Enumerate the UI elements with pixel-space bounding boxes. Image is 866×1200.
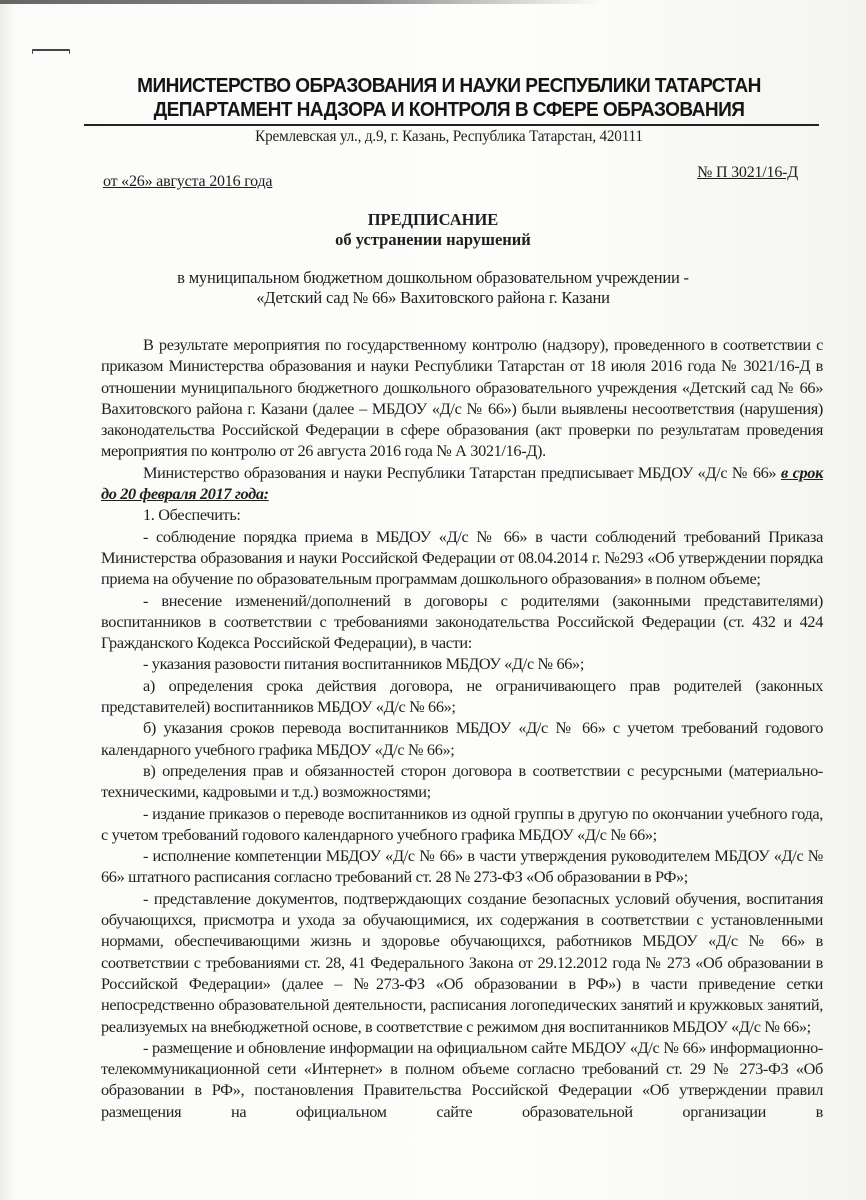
paragraph: - издание приказов о переводе воспитанников из одной группы в другую по окончании учебного года, с учетом требований годового календарного учебного графика МБДОУ «Д/с № 66»; <box>101 803 823 844</box>
letterhead <box>80 74 818 146</box>
paragraph: в) определения прав и обязанностей сторон договора в соответствии с ресурсными (материально-техническими, кадровыми и т.д.) возможностями; <box>101 760 823 802</box>
paragraph: - внесение изменений/дополнений в договоры с родителями (законными представителями) воспитанников в соответствии с требованиями законодательства Российской Федерации (ст. 432 и 424 Гражданского Кодекса Российской Федерации), в части: <box>101 590 823 653</box>
paragraph: - указания разовости питания воспитанников МБДОУ «Д/с № 66»; <box>143 654 585 674</box>
document-number: № П 3021/16-Д <box>697 164 798 181</box>
paragraph: - размещение и обновление информации на официальном сайте МБДОУ «Д/с № 66» информационно-телекоммуникационной сети «Интернет» в полном объеме согласно требований ст. 29 № 273-ФЗ «Об образовании в РФ», постановления Правительства Российской Федерации «Об утверждении правил размещения на официальном сайте образовательной организации в <box>101 1037 823 1121</box>
deadline: в срок до 20 февраля 2017 года: <box>101 462 823 504</box>
paragraph: - представление документов, подтверждающих создание безопасных условий обучения, воспитания обучающихся, присмотра и ухода за обучающимися, их содержания в соответствии с установленными нормами, обеспечивающими жизнь и здоровье обучающихся, работников МБДОУ «Д/с № 66» в соответствии с требованиями ст. 28, 41 Федерального Закона от 29.12.2012 года № 273 «Об образовании в Российской Федерации» (далее – №273-ФЗ «Об образовании в РФ») в части приведение сетки непосредственно образовательной деятельности, расписания логопедических занятий и кружковых занятий, реализуемых на внебюджетной основе, в соответствие с режимом дня воспитанников МБДОУ «Д/с № 66»; <box>101 888 823 1036</box>
paragraph: б) указания сроков перевода воспитанников МБДОУ «Д/с № 66» с учетом требований годового календарного учебного графика МБДОУ «Д/с № 66»; <box>101 718 823 759</box>
paragraph: - соблюдение порядка приема в МБДОУ «Д/с № 66» в части соблюдений требований Приказа Министерства образования и науки Российской Федерации от 08.04.2014 г. №293 «Об утверждении порядка приема на обучение по образовательным программам дошкольного образования» в полном объеме; <box>101 526 823 589</box>
subject-line-1: в муниципальном бюджетном дошкольном образовательном учреждении - <box>177 268 689 287</box>
prescribe-text: Министерство образования и науки Республики Татарстан предписывает МБДОУ «Д/с № 66» <box>143 462 777 482</box>
document-body <box>101 334 823 1122</box>
department-name: ДЕПАРТАМЕНТ НАДЗОРА И КОНТРОЛЯ В СФЕРЕ ОБРАЗОВАНИЯ <box>153 98 745 121</box>
letterhead-rule <box>84 124 819 126</box>
document-title <box>0 210 866 250</box>
prescribe-paragraph <box>101 462 823 505</box>
corner-mark <box>32 49 70 54</box>
intro-paragraph: В результате мероприятия по государственному контролю (надзору), проведенного в соответствии с приказом Министерства образования и науки Республики Татарстан от 18 июля 2016 года № 3021/16-Д в отношении муниципального бюджетного дошкольного образовательного учреждения «Детский сад № 66» Вахитовского района г. Казани (далее – МБДОУ «Д/с № 66») были выявлены несоответствия (нарушения) законодательства Российской Федерации в сфере образования (акт проверки по результатам проведения мероприятия по контролю от 26 августа 2016 года № А 3021/16-Д). <box>101 335 823 461</box>
title-main: ПРЕДПИСАНИЕ <box>367 210 499 229</box>
item-1-heading: 1. Обеспечить: <box>143 505 241 525</box>
address: Кремлевская ул., д.9, г. Казань, Республика Татарстан, 420111 <box>255 128 643 145</box>
document-subject <box>0 268 866 308</box>
subject-line-2: «Детский сад № 66» Вахитовского района г. Казани <box>256 288 610 307</box>
paragraph: а) определения срока действия договора, не ограничивающего прав родителей (законных представителей) воспитанников МБДОУ «Д/с № 66»; <box>101 675 823 717</box>
ministry-name: МИНИСТЕРСТВО ОБРАЗОВАНИЯ И НАУКИ РЕСПУБЛИКИ ТАТАРСТАН <box>137 74 761 97</box>
paragraph: - исполнение компетенции МБДОУ «Д/с № 66» в части утверждения руководителем МБДОУ «Д/с № 66» штатного расписания согласно требований ст. 28 № 273-ФЗ «Об образовании в РФ»; <box>101 846 823 887</box>
document-date: от «26» августа 2016 года <box>103 173 273 190</box>
scan-edge <box>0 0 600 4</box>
title-sub: об устранении нарушений <box>335 230 531 249</box>
